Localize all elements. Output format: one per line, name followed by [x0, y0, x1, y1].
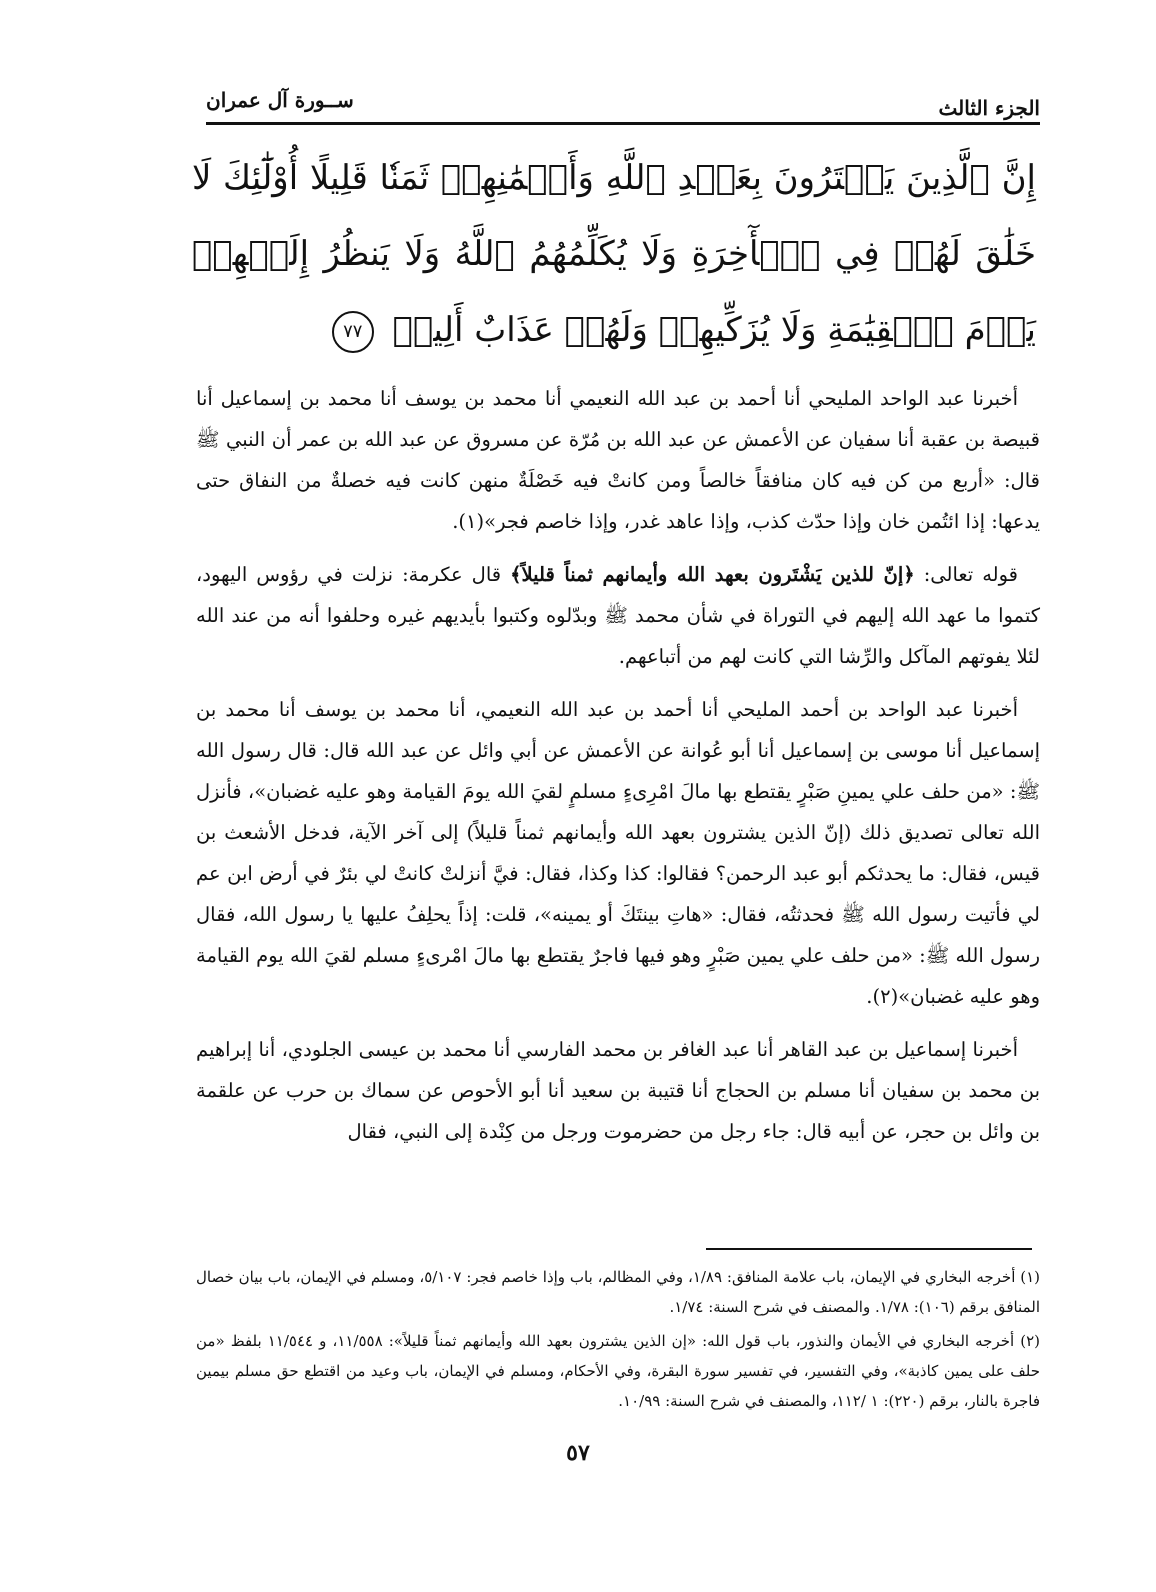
paragraph-hadith-2: أخبرنا عبد الواحد بن أحمد المليحي أنا أحمد بن عبد الله النعيمي، أنا محمد بن يوسف أنا محمد بن إسماعيل أنا موسى بن إسماعيل أنا أبو عُوانة عن الأعمش عن أبي وائل عن عبد الله قال: قال رسول الله ﷺ: «من حلف علي يمينِ صَبْرٍ يقتطع بها مالَ امْرِىءٍ مسلمٍ لقيَ الله يومَ القيامة وهو عليه غضبان»، فأنزل الله تعالى تصديق ذلك (إنّ الذين يشترون بعهد الله وأيمانهم ثمناً قليلاً) إلى آخر الآية، فدخل الأشعث بن قيس، فقال: ما يحدثكم أبو عبد الرحمن؟ فقالوا: كذا وكذا، فقال: فيَّ أنزلتْ كانتْ لي بئرٌ في أرض ابن عم لي فأتيت رسول الله ﷺ فحدثتُه، فقال: «هاتِ بينتَكَ أو يمينه»، قلت: إذاً يحلِفُ عليها يا رسول الله، فقال رسول الله ﷺ: «من حلف علي يمين صَبْرٍ وهو فيها فاجرٌ يقتطع بها مالَ امْرىءٍ مسلم لقيَ الله يوم القيامة وهو عليه غضبان»(٢).: [196, 698, 1040, 1008]
footnote-2: (٢) أخرجه البخاري في الأيمان والنذور، باب قول الله: «إن الذين يشترون بعهد الله وأيمانهم ثمناً قليلاً»: ١١/٥٥٨، و ١١/٥٤٤ بلفظ «من حلف على يمين كاذبة»، وفي التفسير، في تفسير سورة البقرة، وفي الأحكام، ومسلم في الإيمان، باب وعيد من اقتطع حق مسلم بيمين فاجرة بالنار، برقم (٢٢٠): ١ /١١٢، والمصنف في شرح السنة: ١٠/٩٩.: [196, 1332, 1041, 1410]
paragraph-hadith-1: أخبرنا عبد الواحد المليحي أنا أحمد بن عبد الله النعيمي أنا محمد بن يوسف أنا محمد بن إسماعيل أنا قبيصة بن عقبة أنا سفيان عن الأعمش عن عبد الله بن مُرّة عن مسروق عن عبد الله بن عمر أن النبي ﷺ قال: «أربع من كن فيه كان منافقاً خالصاً ومن كانتْ فيه خَصْلَةٌ منهن كانت فيه خصلةٌ من النفاق حتى يدعها: إذا ائتُمن خان وإذا حدّث كذب، وإذا عاهد غدر، وإذا خاصم فجر»(١).: [196, 387, 1040, 533]
running-header: [206, 88, 1040, 122]
footnote-divider: [706, 1248, 1032, 1250]
header-divider: [206, 122, 1040, 125]
footnote-1: (١) أخرجه البخاري في الإيمان، باب علامة المنافق: ١/٨٩، وفي المظالم، باب وإذا خاصم فجر: ٥/١٠٧، ومسلم في الإيمان، باب بيان خصال المنافق برقم (١٠٦): ١/٧٨. والمصنف في شرح السنة: ١/٧٤.: [196, 1268, 1040, 1316]
page-number: ٥٧: [566, 1440, 590, 1466]
quoted-verse: ﴿إنّ للذين يَشْتَرون بعهد الله وأيمانهم ثمناً قليلاً﴾: [510, 563, 915, 586]
quran-verse: [192, 140, 1036, 368]
commentary-body: [196, 378, 1040, 1164]
verse-text: إِنَّ ٱلَّذِينَ يَشۡتَرُونَ بِعَهۡدِ ٱللَّهِ وَأَيۡمَٰنِهِمۡ ثَمَنٗا قَلِيلًا أُوْلَٰٓئِكَ لَا خَلَٰقَ لَهُمۡ فِي ٱلۡأٓخِرَةِ وَلَا يُكَلِّمُهُمُ ٱللَّهُ وَلَا يَنظُرُ إِلَيۡهِمۡ يَوۡمَ ٱلۡقِيَٰمَةِ وَلَا يُزَكِّيهِمۡ وَلَهُمۡ عَذَابٌ أَلِيمٞ: [192, 158, 1036, 350]
paragraph-lead: قوله تعالى:: [914, 563, 1018, 586]
paragraph-text: قال عكرمة: نزلت في رؤوس اليهود، كتموا ما عهد الله إليهم في التوراة في شأن محمد ﷺ وبدّلوه وكتبوا بأيديهم غيره وحلفوا أنه من عند الله لئلا يفوتهم المآكل والرِّشا التي كانت لهم من أتباعهم.: [196, 563, 1040, 668]
footnotes: [196, 1262, 1040, 1420]
paragraph-hadith-3: أخبرنا إسماعيل بن عبد القاهر أنا عبد الغافر بن محمد الفارسي أنا محمد بن عيسى الجلودي، أنا إبراهيم بن محمد بن سفيان أنا مسلم بن الحجاج أنا قتيبة بن سعيد أنا أبو الأحوص عن سماك بن حرب عن علقمة بن وائل بن حجر، عن أبيه قال: جاء رجل من حضرموت ورجل من كِنْدة إلى النبي، فقال: [196, 1038, 1040, 1143]
surah-title: ســورة آل عمران: [206, 88, 354, 112]
part-title: الجزء الثالث: [938, 96, 1040, 120]
paragraph-tafsir: [196, 554, 1040, 677]
verse-number-marker: ٧٧: [332, 311, 374, 353]
